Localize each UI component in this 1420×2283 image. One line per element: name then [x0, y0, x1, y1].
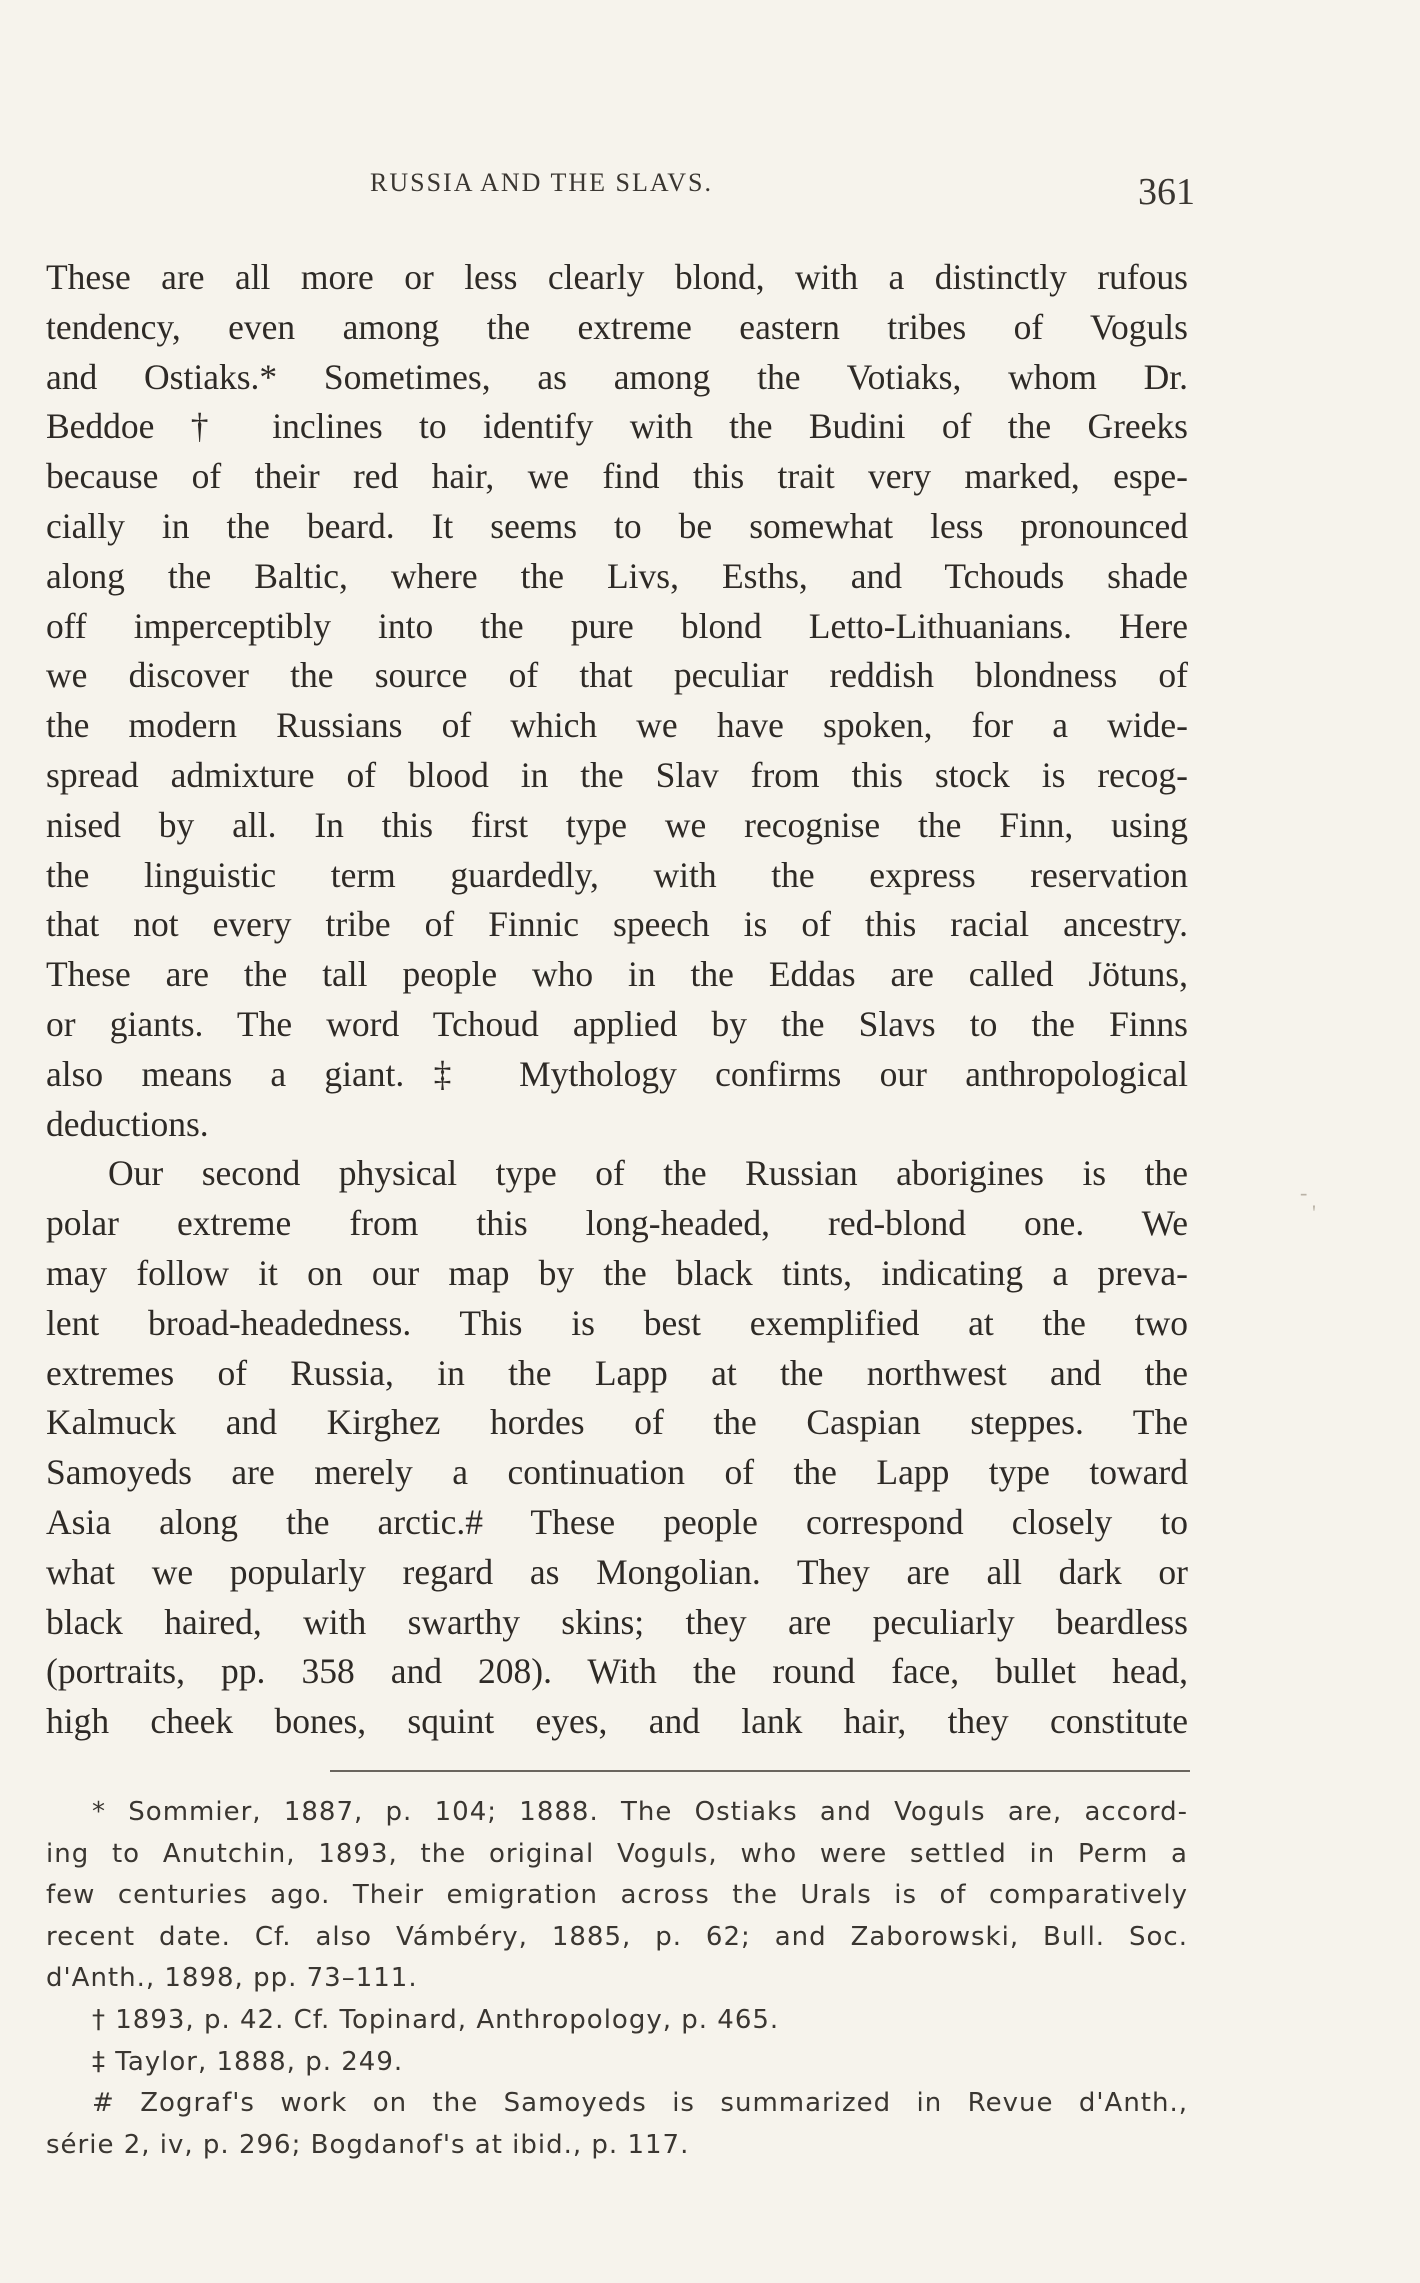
footnotes: [46, 1792, 1188, 2166]
page-number: 361: [1138, 171, 1195, 213]
text-line: tendency, even among the extreme eastern tribes of Voguls: [46, 306, 1188, 347]
text-line: Kalmuck and Kirghez hordes of the Caspian steppes. The: [46, 1402, 1188, 1443]
footnote-line: d'Anth., 1898, pp. 73–111.: [46, 1963, 418, 1994]
text-line: off imperceptibly into the pure blond Letto-Lithuanians. Here: [46, 605, 1188, 646]
text-line: (portraits, pp. 358 and 208). With the round face, bullet head,: [46, 1651, 1188, 1692]
text-line: may follow it on our map by the black tints, indicating a preva-: [46, 1252, 1188, 1293]
text-line: lent broad-headedness. This is best exemplified at the two: [46, 1302, 1188, 1343]
text-line: that not every tribe of Finnic speech is of this racial ancestry.: [46, 904, 1188, 945]
text-line: cially in the beard. It seems to be somewhat less pronounced: [46, 505, 1188, 546]
text-line: extremes of Russia, in the Lapp at the northwest and the: [46, 1352, 1188, 1393]
text-line: deductions.: [46, 1103, 209, 1144]
text-line: Samoyeds are merely a continuation of the Lapp type toward: [46, 1452, 1188, 1493]
footnote-line: ing to Anutchin, 1893, the original Voguls, who were settled in Perm a: [46, 1838, 1188, 1869]
body-text: [46, 253, 1188, 1747]
text-line: what we popularly regard as Mongolian. They are all dark or: [46, 1551, 1188, 1592]
text-line: the linguistic term guardedly, with the express reservation: [46, 854, 1188, 895]
text-line: the modern Russians of which we have spoken, for a wide-: [46, 705, 1188, 746]
footnote-line: ‡ Taylor, 1888, p. 249.: [92, 2046, 404, 2077]
footnote-line: * Sommier, 1887, p. 104; 1888. The Ostiaks and Voguls are, accord-: [92, 1797, 1188, 1827]
footnote-line: † 1893, p. 42. Cf. Topinard, Anthropology, p. 465.: [92, 2004, 780, 2035]
footnote-line: few centuries ago. Their emigration across the Urals is of comparatively: [46, 1880, 1188, 1911]
text-line: These are all more or less clearly blond, with a distinctly rufous: [46, 257, 1188, 297]
text-line: or giants. The word Tchoud applied by the Slavs to the Finns: [46, 1003, 1188, 1044]
text-line: spread admixture of blood in the Slav from this stock is recog-: [46, 754, 1188, 795]
text-line: polar extreme from this long-headed, red-blond one. We: [46, 1203, 1188, 1244]
text-line: black haired, with swarthy skins; they are peculiarly beardless: [46, 1601, 1188, 1642]
footnote-line: série 2, iv, p. 296; Bogdanof's at ibid., p. 117.: [46, 2129, 690, 2160]
running-head: RUSSIA AND THE SLAVS.: [370, 168, 714, 197]
margin-mark: ': [1312, 1200, 1316, 1225]
text-line: we discover the source of that peculiar reddish blondness of: [46, 655, 1188, 696]
footnote-line: recent date. Cf. also Vámbéry, 1885, p. 62; and Zaborowski, Bull. Soc.: [46, 1921, 1188, 1952]
margin-mark: -: [1300, 1180, 1308, 1205]
text-line: nised by all. In this first type we recognise the Finn, using: [46, 804, 1188, 845]
footnote-line: # Zograf's work on the Samoyeds is summarized in Revue d'Anth.,: [92, 2088, 1188, 2119]
text-line: Beddoe † inclines to identify with the Budini of the Greeks: [46, 406, 1188, 447]
text-line: high cheek bones, squint eyes, and lank hair, they constitute: [46, 1701, 1188, 1742]
text-line: also means a giant.‡ Mythology confirms our anthropological: [46, 1053, 1188, 1094]
text-line: Our second physical type of the Russian aborigines is the: [108, 1153, 1188, 1194]
text-line: These are the tall people who in the Eddas are called Jötuns,: [46, 954, 1188, 995]
text-line: because of their red hair, we find this trait very marked, espe-: [46, 456, 1188, 497]
text-line: and Ostiaks.* Sometimes, as among the Votiaks, whom Dr.: [46, 356, 1188, 397]
footnote-rule: [330, 1770, 1190, 1772]
text-line: along the Baltic, where the Livs, Esths, and Tchouds shade: [46, 555, 1188, 596]
text-line: Asia along the arctic.# These people correspond closely to: [46, 1501, 1188, 1542]
